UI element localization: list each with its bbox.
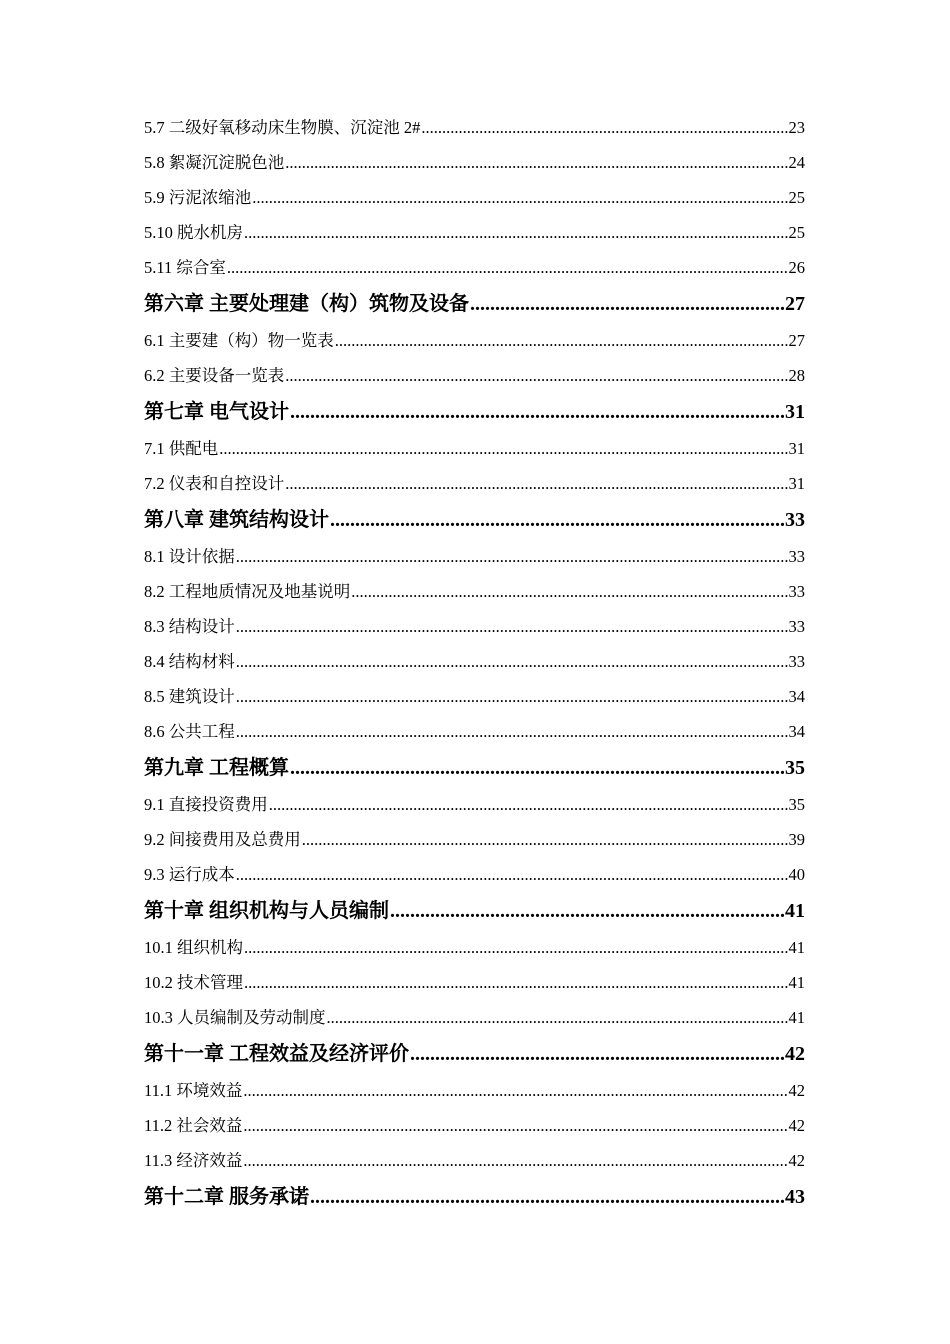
toc-entry[interactable] <box>144 1000 805 1035</box>
toc-chapter[interactable] <box>144 749 805 787</box>
toc-entry-page: 33 <box>788 652 805 671</box>
toc-chapter-title: 第八章 建筑结构设计 <box>144 509 329 531</box>
toc-entry-title: 11.1 环境效益 <box>144 1081 243 1100</box>
dot-leader <box>310 1178 784 1216</box>
dot-leader <box>285 358 787 393</box>
toc-chapter-page: 35 <box>785 757 805 779</box>
toc-chapter[interactable] <box>144 501 805 539</box>
toc-entry[interactable] <box>144 822 805 857</box>
toc-entry-page: 41 <box>788 938 805 957</box>
toc-entry[interactable] <box>144 679 805 714</box>
dot-leader <box>227 250 788 285</box>
toc-entry-page: 31 <box>788 439 805 458</box>
toc-entry-page: 28 <box>788 366 805 385</box>
dot-leader <box>236 679 788 714</box>
toc-entry-title: 6.2 主要设备一览表 <box>144 366 285 385</box>
toc-entry[interactable] <box>144 857 805 892</box>
toc-entry-page: 41 <box>788 973 805 992</box>
toc-entry-page: 40 <box>788 865 805 884</box>
toc-entry-title: 9.1 直接投资费用 <box>144 795 268 814</box>
toc-chapter-page: 43 <box>785 1186 805 1208</box>
toc-entry[interactable] <box>144 1073 805 1108</box>
toc-chapter-title: 第六章 主要处理建（构）筑物及设备 <box>144 293 469 315</box>
toc-entry-page: 27 <box>788 331 805 350</box>
dot-leader <box>219 431 787 466</box>
dot-leader <box>236 644 788 679</box>
toc-entry-title: 9.2 间接费用及总费用 <box>144 830 301 849</box>
toc-entry-title: 5.9 污泥浓缩池 <box>144 188 252 207</box>
dot-leader <box>243 1073 787 1108</box>
dot-leader <box>290 393 784 431</box>
toc-entry-page: 26 <box>788 258 805 277</box>
toc-entry-page: 31 <box>788 474 805 493</box>
toc-chapter[interactable] <box>144 892 805 930</box>
dot-leader <box>290 749 784 787</box>
toc-entry[interactable] <box>144 110 805 145</box>
dot-leader <box>244 930 788 965</box>
toc-entry-page: 23 <box>788 118 805 137</box>
toc-entry[interactable] <box>144 787 805 822</box>
dot-leader <box>410 1035 784 1073</box>
toc-chapter[interactable] <box>144 1178 805 1216</box>
toc-entry[interactable] <box>144 1108 805 1143</box>
toc-entry-page: 33 <box>788 582 805 601</box>
toc-entry-title: 8.4 结构材料 <box>144 652 235 671</box>
toc-entry-title: 5.11 综合室 <box>144 258 226 277</box>
toc-chapter-title: 第十章 组织机构与人员编制 <box>144 900 389 922</box>
toc-chapter[interactable] <box>144 393 805 431</box>
toc-chapter[interactable] <box>144 285 805 323</box>
toc-entry[interactable] <box>144 323 805 358</box>
dot-leader <box>269 787 788 822</box>
toc-entry-title: 8.5 建筑设计 <box>144 687 235 706</box>
toc-entry-page: 24 <box>788 153 805 172</box>
dot-leader <box>351 574 787 609</box>
toc-chapter-page: 42 <box>785 1043 805 1065</box>
toc-chapter[interactable] <box>144 1035 805 1073</box>
toc-chapter-page: 27 <box>785 293 805 315</box>
table-of-contents <box>144 110 805 1216</box>
dot-leader <box>243 1108 787 1143</box>
toc-entry-title: 10.3 人员编制及劳动制度 <box>144 1008 326 1027</box>
toc-chapter-page: 33 <box>785 509 805 531</box>
toc-chapter-page: 41 <box>785 900 805 922</box>
toc-entry[interactable] <box>144 609 805 644</box>
toc-entry-page: 41 <box>788 1008 805 1027</box>
dot-leader <box>243 1143 787 1178</box>
toc-entry[interactable] <box>144 714 805 749</box>
toc-entry-page: 42 <box>788 1116 805 1135</box>
dot-leader <box>236 857 788 892</box>
toc-entry-title: 10.1 组织机构 <box>144 938 243 957</box>
toc-entry[interactable] <box>144 215 805 250</box>
toc-entry[interactable] <box>144 644 805 679</box>
toc-chapter-title: 第七章 电气设计 <box>144 401 289 423</box>
toc-entry[interactable] <box>144 180 805 215</box>
toc-entry[interactable] <box>144 358 805 393</box>
dot-leader <box>470 285 784 323</box>
toc-entry-page: 25 <box>788 223 805 242</box>
dot-leader <box>252 180 787 215</box>
toc-entry-page: 39 <box>788 830 805 849</box>
dot-leader <box>390 892 784 930</box>
toc-chapter-title: 第十一章 工程效益及经济评价 <box>144 1043 409 1065</box>
toc-entry-page: 33 <box>788 547 805 566</box>
toc-entry-title: 8.6 公共工程 <box>144 722 235 741</box>
dot-leader <box>285 145 787 180</box>
toc-entry-title: 7.2 仪表和自控设计 <box>144 474 285 493</box>
dot-leader <box>330 501 784 539</box>
toc-chapter-page: 31 <box>785 401 805 423</box>
toc-entry[interactable] <box>144 431 805 466</box>
toc-entry[interactable] <box>144 145 805 180</box>
toc-entry-page: 35 <box>788 795 805 814</box>
toc-entry-title: 5.7 二级好氧移动床生物膜、沉淀池 2# <box>144 118 421 137</box>
toc-entry-title: 6.1 主要建（构）物一览表 <box>144 331 334 350</box>
toc-entry-title: 10.2 技术管理 <box>144 973 243 992</box>
toc-entry[interactable] <box>144 466 805 501</box>
toc-chapter-title: 第十二章 服务承诺 <box>144 1186 309 1208</box>
toc-entry-page: 42 <box>788 1081 805 1100</box>
dot-leader <box>335 323 788 358</box>
dot-leader <box>244 215 788 250</box>
dot-leader <box>236 714 788 749</box>
toc-entry[interactable] <box>144 930 805 965</box>
toc-entry[interactable] <box>144 965 805 1000</box>
toc-entry[interactable] <box>144 1143 805 1178</box>
toc-entry-title: 8.2 工程地质情况及地基说明 <box>144 582 351 601</box>
toc-entry-title: 7.1 供配电 <box>144 439 219 458</box>
toc-entry-title: 5.8 絮凝沉淀脱色池 <box>144 153 285 172</box>
dot-leader <box>244 965 788 1000</box>
toc-entry[interactable] <box>144 539 805 574</box>
dot-leader <box>236 609 788 644</box>
toc-entry-page: 42 <box>788 1151 805 1170</box>
toc-entry-title: 9.3 运行成本 <box>144 865 235 884</box>
toc-entry[interactable] <box>144 250 805 285</box>
toc-entry-title: 11.3 经济效益 <box>144 1151 243 1170</box>
dot-leader <box>421 110 787 145</box>
toc-entry-page: 34 <box>788 722 805 741</box>
dot-leader <box>236 539 788 574</box>
dot-leader <box>285 466 787 501</box>
toc-entry-page: 33 <box>788 617 805 636</box>
toc-entry[interactable] <box>144 574 805 609</box>
dot-leader <box>327 1000 788 1035</box>
toc-entry-page: 25 <box>788 188 805 207</box>
toc-entry-title: 11.2 社会效益 <box>144 1116 243 1135</box>
toc-entry-title: 8.3 结构设计 <box>144 617 235 636</box>
toc-entry-title: 5.10 脱水机房 <box>144 223 243 242</box>
toc-entry-title: 8.1 设计依据 <box>144 547 235 566</box>
dot-leader <box>302 822 788 857</box>
toc-entry-page: 34 <box>788 687 805 706</box>
toc-chapter-title: 第九章 工程概算 <box>144 757 289 779</box>
